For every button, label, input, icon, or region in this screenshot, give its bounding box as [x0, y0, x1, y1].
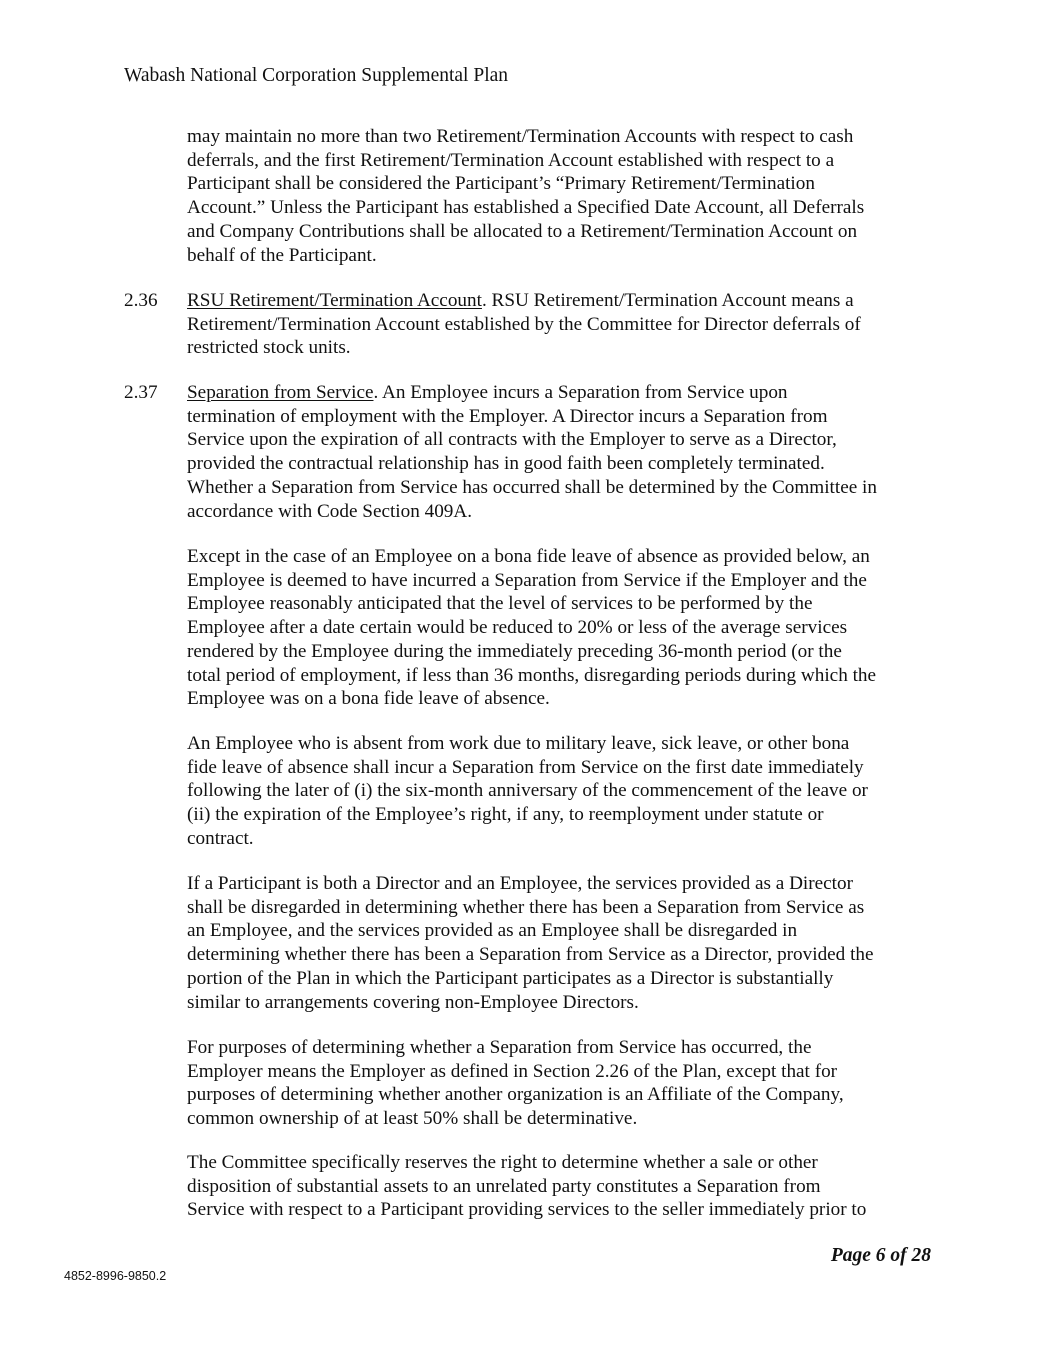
text-line: similar to arrangements covering non-Employee Directors. — [187, 991, 639, 1013]
section-title: RSU Retirement/Termination Account — [187, 290, 482, 311]
text-line: Except in the case of an Employee on a bona fide leave of absence as provided below, an — [187, 546, 870, 567]
section-2-37 — [187, 381, 947, 523]
text-line: disposition of substantial assets to an unrelated party constitutes a Separation from — [187, 1175, 821, 1197]
page-header: Wabash National Corporation Supplemental Plan — [124, 65, 509, 86]
text-line: Service with respect to a Participant providing services to the seller immediately prior to — [187, 1199, 867, 1221]
text-line: deferrals, and the first Retirement/Termination Account established with respect to a — [187, 149, 835, 171]
paragraph-continuation — [187, 125, 947, 267]
text-line: contract. — [187, 827, 254, 849]
text-line: portion of the Plan in which the Participant participates as a Director is substantially — [187, 967, 834, 989]
text-line — [187, 381, 947, 405]
text-line: Participant shall be considered the Participant’s “Primary Retirement/Termination — [187, 173, 815, 195]
text-line: If a Participant is both a Director and an Employee, the services provided as a Director — [187, 873, 853, 894]
text-line: rendered by the Employee during the immediately preceding 36-month period (or the — [187, 640, 842, 662]
text-line: The Committee specifically reserves the right to determine whether a sale or other — [187, 1152, 818, 1173]
text-line: Whether a Separation from Service has occurred shall be determined by the Committee in — [187, 476, 877, 498]
text-line: following the later of (i) the six-month anniversary of the commencement of the leave or — [187, 780, 868, 802]
paragraph-military-leave — [187, 732, 947, 851]
document-id: 4852-8996-9850.2 — [64, 1269, 167, 1283]
text-line: may maintain no more than two Retirement/Termination Accounts with respect to cash — [187, 126, 854, 147]
text-line: Employee reasonably anticipated that the level of services to be performed by the — [187, 593, 813, 615]
text-line: fide leave of absence shall incur a Separation from Service on the first date immediately — [187, 756, 864, 778]
text-line: provided the contractual relationship has in good faith been completely terminated. — [187, 453, 825, 475]
text-line: For purposes of determining whether a Separation from Service has occurred, the — [187, 1037, 812, 1058]
text-line: determining whether there has been a Separation from Service as a Director, provided the — [187, 944, 874, 966]
text-line: Employee is deemed to have incurred a Separation from Service if the Employer and the — [187, 569, 867, 591]
section-title: Separation from Service — [187, 382, 374, 403]
paragraph-director-and-employee — [187, 872, 947, 1014]
text-line: accordance with Code Section 409A. — [187, 500, 473, 522]
text-line — [187, 289, 947, 313]
page-number: Page 6 of 28 — [830, 1245, 931, 1266]
text-fragment: . RSU Retirement/Termination Account means a — [481, 290, 854, 311]
text-line: purposes of determining whether another organization is an Affiliate of the Company, — [187, 1084, 844, 1106]
text-line: (ii) the expiration of the Employee’s right, if any, to reemployment under statute or — [187, 804, 824, 826]
text-line: Retirement/Termination Account established by the Committee for Director deferrals of — [187, 313, 861, 335]
paragraph-committee-reserves — [187, 1151, 947, 1222]
text-line: Service upon the expiration of all contracts with the Employer to serve as a Director, — [187, 429, 837, 451]
text-line: behalf of the Participant. — [187, 244, 377, 266]
section-2-36 — [187, 289, 947, 360]
text-line: total period of employment, if less than 36 months, disregarding periods during which the — [187, 664, 877, 686]
paragraph-leave-of-absence — [187, 545, 947, 711]
text-line: Employee was on a bona fide leave of absence. — [187, 688, 550, 710]
section-number-2-37: 2.37 — [124, 382, 158, 403]
text-line: and Company Contributions shall be allocated to a Retirement/Termination Account on — [187, 220, 858, 242]
section-number-2-36: 2.36 — [124, 290, 158, 311]
text-line: termination of employment with the Employer. A Director incurs a Separation from — [187, 405, 828, 427]
text-line: Account.” Unless the Participant has established a Specified Date Account, all Deferrals — [187, 197, 865, 219]
text-line: Employer means the Employer as defined in Section 2.26 of the Plan, except that for — [187, 1060, 838, 1082]
paragraph-employer-definition — [187, 1036, 947, 1131]
text-line: An Employee who is absent from work due to military leave, sick leave, or other bona — [187, 733, 850, 754]
text-line: restricted stock units. — [187, 337, 351, 359]
text-line: an Employee, and the services provided as an Employee shall be disregarded in — [187, 920, 798, 942]
text-fragment: . An Employee incurs a Separation from Service upon — [373, 382, 788, 403]
text-line: common ownership of at least 50% shall be determinative. — [187, 1108, 638, 1130]
text-line: Employee after a date certain would be reduced to 20% or less of the average services — [187, 617, 848, 639]
text-line: shall be disregarded in determining whether there has been a Separation from Service as — [187, 896, 865, 918]
